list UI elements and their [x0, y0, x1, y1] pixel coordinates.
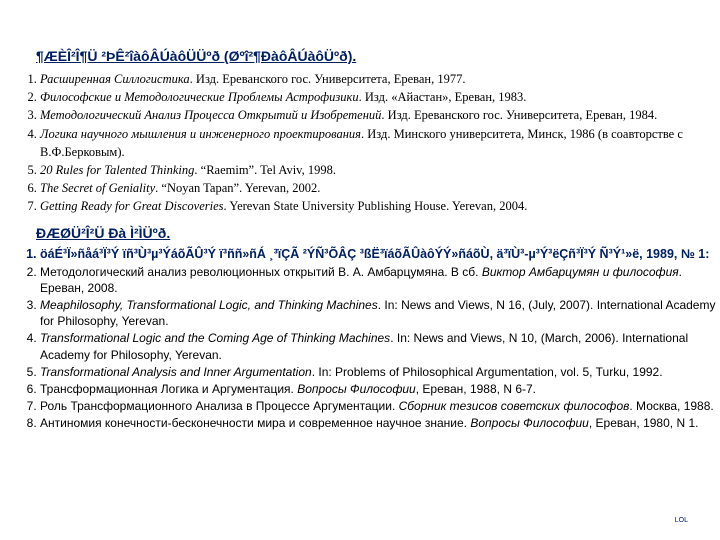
article-title: Вопросы Философии — [297, 381, 416, 396]
article-title: Transformational Logic and the Coming Age of Thinking Machines — [40, 331, 391, 346]
article-title: Вопросы Философии — [470, 416, 589, 431]
book-details: . Yerevan State University Publishing House. Yerevan, 2004. — [223, 199, 528, 214]
book-details: . “Raemim”. Tel Aviv, 1998. — [194, 163, 336, 178]
article-title: Виктор Амбарцумян и философия — [481, 264, 679, 279]
book-title: 20 Rules for Talented Thinking — [40, 163, 195, 178]
list-item — [40, 415, 716, 431]
books-list — [18, 70, 716, 216]
article-title: Сборник тезисов советских философов — [398, 399, 630, 414]
articles-list — [18, 246, 716, 433]
list-item — [40, 297, 716, 329]
book-details: . “Noyan Tapan”. Yerevan, 2002. — [155, 181, 321, 196]
article-title: Transformational Analysis and Inner Argumentation — [40, 364, 312, 379]
footer-mark: LOL — [674, 517, 688, 524]
list-item — [40, 330, 716, 362]
list-item — [40, 264, 716, 296]
list-item — [40, 106, 716, 124]
list-item — [40, 364, 716, 380]
list-item — [40, 398, 716, 414]
list-item — [40, 197, 716, 215]
list-item — [40, 88, 716, 106]
list-item — [40, 70, 716, 88]
book-title: Методологический Анализ Процесса Открытий и Изобретений — [40, 108, 382, 123]
article-details: Методологический анализ революционных открытий В. А. Амбарцумяна. В сб. — [40, 264, 482, 279]
book-title: The Secret of Geniality — [40, 181, 156, 196]
list-item — [40, 179, 716, 197]
list-item — [40, 381, 716, 397]
book-title: Логика научного мышления и инженерного проектирования — [40, 126, 361, 141]
list-item — [40, 125, 716, 161]
book-details: . Изд. «Айастан», Ереван, 1983. — [358, 90, 527, 105]
article-details: Роль Трансформационного Анализа в Процессе Аргументации. — [40, 399, 399, 414]
article-details: , Ереван, 1980, N 1. — [588, 416, 699, 431]
article-details: . In: News and Views, N 10, (March, 2006). International Academy for Philosophy, Yerevan. — [40, 331, 689, 362]
list-item — [40, 161, 716, 179]
article-details: Антиномия конечности-бесконечности мира и современное научное знание. — [40, 416, 471, 431]
article-details: . In: News and Views, N 16, (July, 2007). International Academy for Philosophy, Yerevan. — [40, 297, 716, 329]
section-heading-books: ¶ÆÈÎ²Î¶Ü ²ÞÊ²îàôÂÚàôÜÜºð (Øºî²¶ÐàôÂÚàôÜºð). — [36, 48, 357, 64]
article-details: . Ереван, 2008. — [40, 264, 683, 295]
article-details: . In: Problems of Philosophical Argumentation, vol. 5, Turku, 1992. — [311, 364, 663, 379]
book-title: Философские и Методологические Проблемы Астрофизики — [40, 90, 359, 105]
article-title: Meaphilosophy, Transformational Logic, and Thinking Machines — [40, 297, 378, 312]
section-heading-articles: ÐÆØÜ²Î²Ü Ðà Ì²ÌÜºð. — [36, 225, 171, 241]
article-details: Трансформационная Логика и Аргументация. — [40, 381, 298, 396]
book-details: . Изд. Минского университета, Минск, 1986 (в соавторстве с В.Ф.Берковым). — [40, 126, 683, 159]
book-details: . Изд. Ереванского гос. Университета, Ереван, 1977. — [189, 72, 466, 86]
book-title: Getting Ready for Great Discoveries — [40, 199, 224, 214]
list-item: 1. öáÉ³Ï»ñåá³Ï³Ý ïñ³Ù³µ³ÝáõÃÛ³Ý ï³ññ»ñÁ ¸³ïÇÃ ²ÝÑ³ÕÂÇ ³ßË³ïáõÃÛàôÝÝ»ñáõÙ, ä³ïÙ³-µ³Ý³ëÇñ³Ï³Ý Ñ³Ý¹»ë, 1989, № 1: — [40, 246, 716, 263]
article-details: . Москва, 1988. — [629, 399, 714, 414]
book-details: . Изд. Ереванского гос. Университета, Ереван, 1984. — [381, 108, 658, 123]
book-title: Расширенная Силлогистика — [40, 72, 190, 86]
article-details: , Ереван, 1988, N 6-7. — [415, 381, 537, 396]
